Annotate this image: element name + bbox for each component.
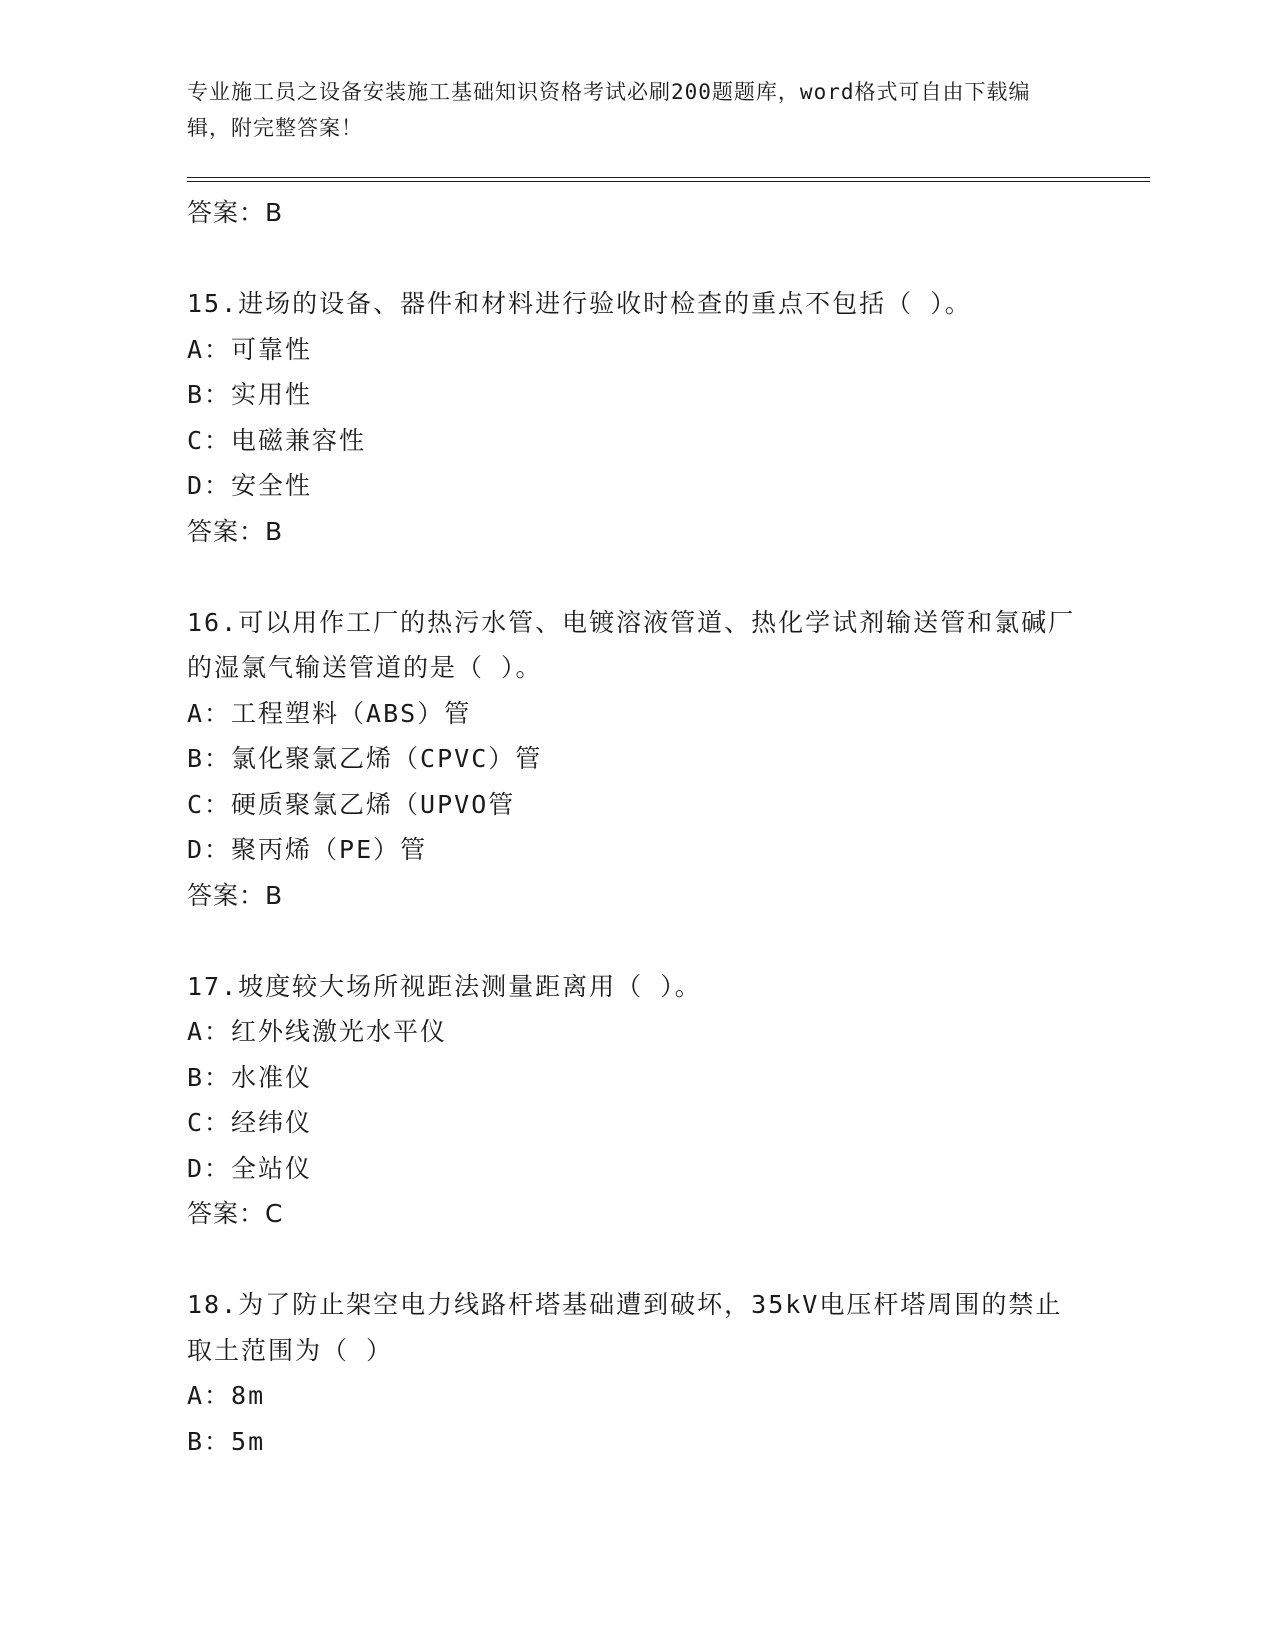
option-c: C：经纬仪 xyxy=(187,1108,313,1137)
answer-line: 答案：B xyxy=(187,198,284,227)
question-block xyxy=(187,600,1087,919)
question-list xyxy=(187,190,1087,1464)
spacer xyxy=(187,236,1087,282)
header-divider-top xyxy=(187,177,1150,178)
document-header: 专业施工员之设备安装施工基础知识资格考试必刷200题题库，word格式可自由下载编辑，附完整答案！ xyxy=(187,80,1031,140)
option-b: B：5m xyxy=(187,1426,266,1456)
question-stem: 15.进场的设备、器件和材料进行验收时检查的重点不包括（ ）。 xyxy=(187,289,972,318)
option-c: C：硬质聚氯乙烯（UPVO管 xyxy=(187,789,516,819)
answer-line: 答案：C xyxy=(187,1199,284,1228)
answer-line: 答案：B xyxy=(187,516,284,546)
option-b: B：水准仪 xyxy=(187,1062,313,1092)
question-block xyxy=(187,1282,1087,1464)
option-c: C：电磁兼容性 xyxy=(187,425,367,455)
option-d: D：全站仪 xyxy=(187,1153,313,1183)
question-stem: 16.可以用作工厂的热污水管、电镀溶液管道、热化学试剂输送管和氯碱厂的湿氯气输送管道的是（ ）。 xyxy=(187,607,1076,682)
spacer xyxy=(187,554,1087,600)
option-b: B：氯化聚氯乙烯（CPVC）管 xyxy=(187,744,543,773)
spacer xyxy=(187,918,1087,964)
question-block xyxy=(187,281,1087,554)
option-d: D：安全性 xyxy=(187,471,313,500)
option-b: B：实用性 xyxy=(187,380,313,409)
question-block xyxy=(187,964,1087,1237)
header-divider-bottom xyxy=(187,181,1150,182)
answer-line: 答案：B xyxy=(187,880,284,910)
option-a: A：工程塑料（ABS）管 xyxy=(187,698,472,728)
option-a: A：红外线激光水平仪 xyxy=(187,1017,448,1046)
option-a: A：可靠性 xyxy=(187,334,313,364)
option-a: A：8m xyxy=(187,1381,266,1410)
option-d: D：聚丙烯（PE）管 xyxy=(187,835,428,864)
question-stem: 17.坡度较大场所视距法测量距离用（ ）。 xyxy=(187,971,702,1001)
spacer xyxy=(187,1237,1087,1283)
question-stem: 18.为了防止架空电力线路杆塔基础遭到破坏，35kV电压杆塔周围的禁止取土范围为（ ） xyxy=(187,1290,1063,1365)
